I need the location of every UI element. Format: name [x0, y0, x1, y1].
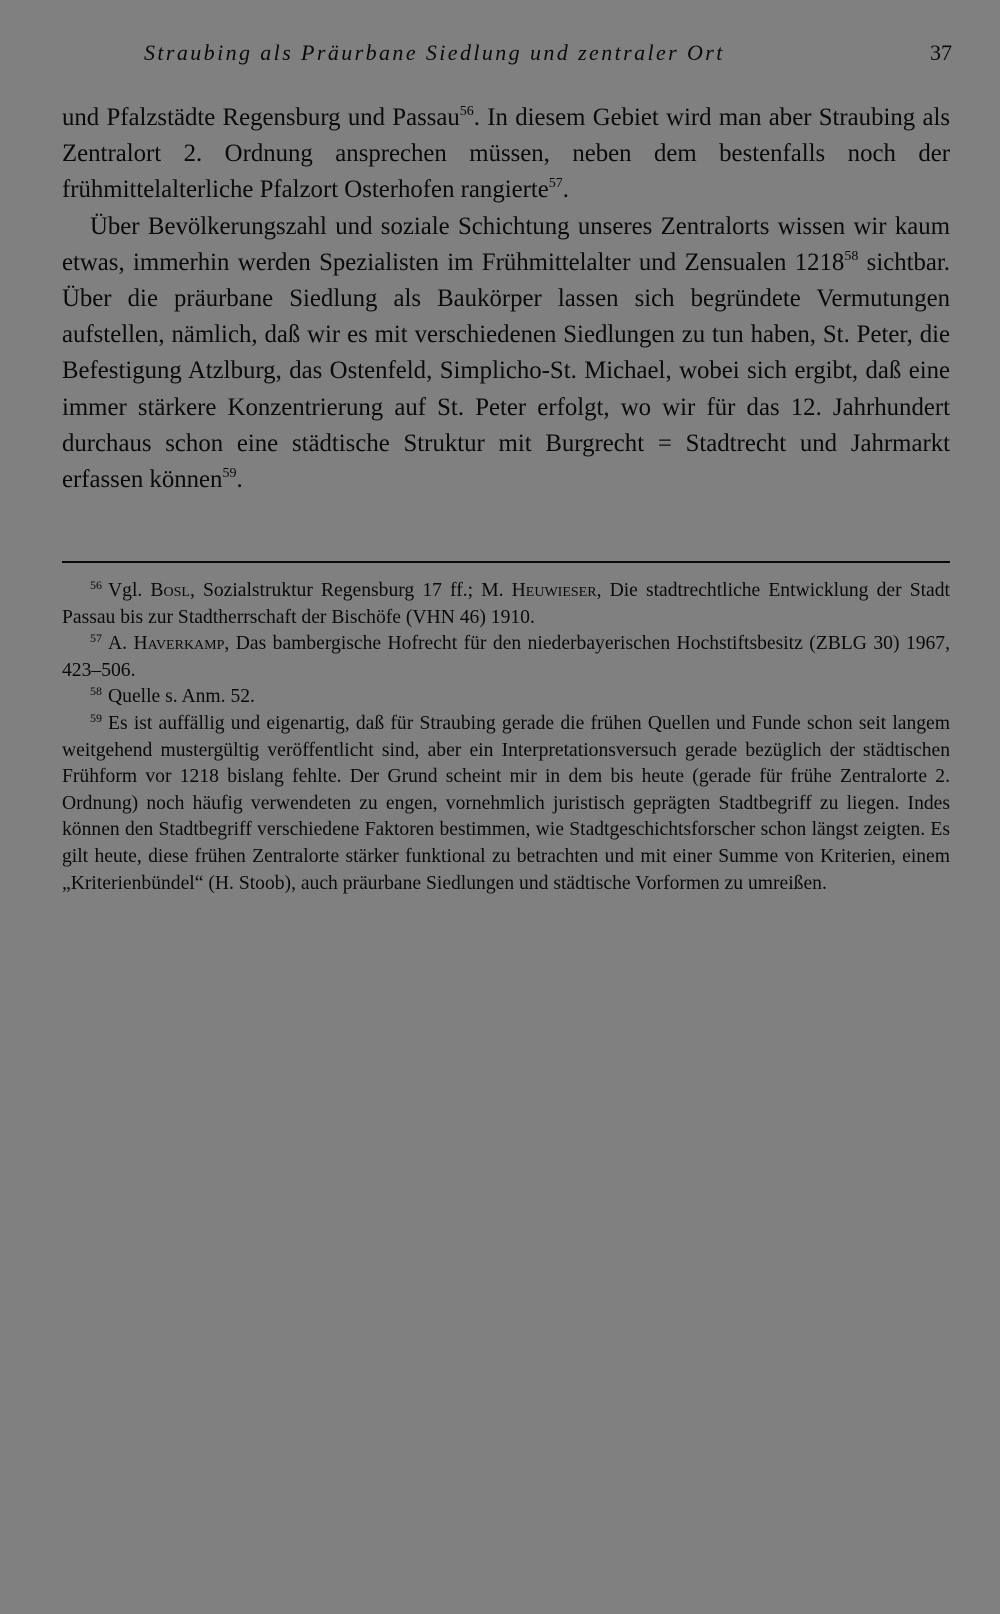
page-number: 37 [930, 40, 952, 65]
footnote-57 [62, 631, 950, 684]
footnote-56 [62, 578, 950, 631]
paragraph-1-text-b: . In diesem Gebiet wird man aber Straubing als Zentralort 2. Ordnung ansprechen müssen, neben dem bestenfalls noch der frühmittelalterliche Pfalzort Osterhofen rangierte [62, 104, 950, 204]
footnote-author: Haverkamp [133, 633, 225, 655]
footnote-number: 58 [90, 684, 102, 699]
footnote-58 [62, 684, 950, 711]
paragraph-1-text-c: . [562, 176, 569, 204]
footnote-text: A. [108, 633, 134, 655]
footnote-text: Es ist auffällig und eigenartig, daß für Straubing gerade die frühen Quellen und Funde schon seit langem weitgehend mustergültig veröffentlicht sind, aber ein Interpretationsversuch gerade bezüglich der städtischen Frühform vor 1218 bislang fehlte. Der Grund scheint mir in dem bis heute (gerade für frühe Zentralorte 2. Ordnung) noch häufig verwendeten zu engen, vornehmlich juristisch geprägten Stadtbegriff zu liegen. Indes können den Stadtbegriff verschiedene Faktoren bestimmen, wie Stadtgeschichtsforscher schon längst zeigten. Es gilt heute, diese frühen Zentralorte stärker funktional zu betrachten und mit einer Summe von Kriterien, einem „Kriterienbündel“ (H. Stoob), auch präurbane Siedlungen und städtische Vorformen zu umreißen. [62, 712, 950, 894]
running-head-title: Straubing als Präurbane Siedlung und zentraler Ort [144, 40, 725, 65]
paragraph-2-text-b: sichtbar. Über die präurbane Siedlung als Baukörper lassen sich begründete Vermutungen aufstellen, nämlich, daß wir es mit verschiedenen Siedlungen zu tun haben, St. Peter, die Befestigung Atzlburg, das Ostenfeld, Simplicho-St. Michael, wobei sich ergibt, daß eine immer stärkere Konzentrierung auf St. Peter erfolgt, wo wir für das 12. Jahrhundert durchaus schon eine städtische Struktur mit Burgrecht = Stadtrecht und Jahrmarkt erfassen können [62, 248, 950, 494]
footnote-number: 59 [90, 710, 102, 725]
paragraph-2-text-c: . [236, 466, 243, 494]
paragraph-1 [62, 100, 950, 209]
footnotes [62, 578, 950, 897]
paragraph-1-text-a: und Pfalzstädte Regensburg und Passau [62, 104, 460, 131]
footnote-text: , Das bambergische Hofrecht für den niederbayerischen Hochstiftsbesitz (ZBLG 30) 1967, 423–506. [62, 633, 950, 681]
footnote-ref-56: 56 [459, 104, 474, 119]
footnote-number: 57 [90, 631, 102, 646]
footnote-text: , Die stadtrechtliche Entwicklung der Stadt Passau bis zur Stadtherrschaft der Bischöfe (VHN 46) 1910. [62, 580, 950, 628]
footnote-ref-58: 58 [844, 248, 859, 264]
footnote-ref-57: 57 [548, 176, 563, 192]
main-text [62, 100, 950, 498]
footnote-divider [62, 561, 950, 563]
footnote-text: , Sozialstruktur Regensburg 17 ff.; M. [189, 580, 512, 601]
paragraph-2-text-a: Über Bevölkerungszahl und soziale Schichtung unseres Zentralorts wissen wir kaum etwas, immerhin werden Spezialisten im Frühmittelalter und Zensualen 1218 [62, 212, 950, 276]
footnote-author: Bosl [150, 580, 190, 601]
footnote-number: 56 [90, 578, 102, 592]
footnote-ref-59: 59 [222, 466, 237, 482]
footnote-text: Quelle s. Anm. 52. [108, 686, 255, 708]
footnote-59 [62, 711, 950, 897]
paragraph-2 [62, 209, 950, 499]
footnote-text: Vgl. [108, 580, 151, 601]
footnote-author: Heuwieser [511, 580, 597, 601]
